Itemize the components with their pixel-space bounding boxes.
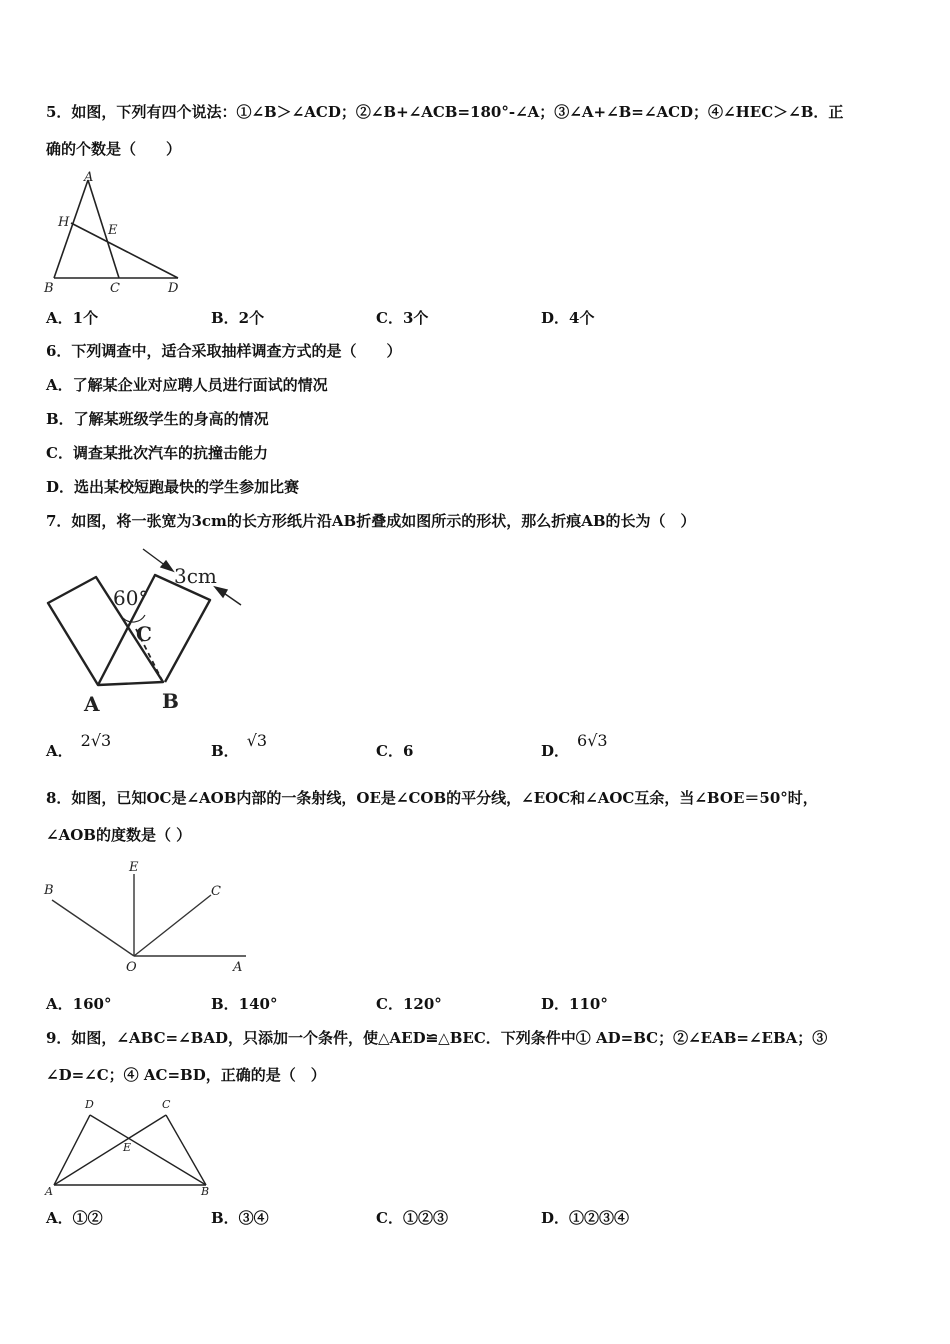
q9-stem-line1: 9．如图，∠ABC=∠BAD，只添加一个条件，使△AED≌△BEC．下列条件中① AD=BC；②∠EAB=∠EBA；③ <box>46 1029 828 1047</box>
q7-width-label: 3cm <box>174 564 217 588</box>
q8-option-a[interactable]: A．160° <box>46 995 112 1013</box>
q5-label-E: E <box>108 223 118 238</box>
q8-label-A: A <box>233 960 243 975</box>
q5-option-a[interactable]: A．1个 <box>46 309 99 327</box>
q6-option-a[interactable]: A．了解某企业对应聘人员进行面试的情况 <box>46 376 328 394</box>
q5-label-H: H <box>58 215 70 230</box>
q7-folded-paper-figure <box>40 545 255 720</box>
q9-label-C: C <box>162 1098 171 1111</box>
q7-stem: 7．如图，将一张宽为3cm的长方形纸片沿AB折叠成如图所示的形状，那么折痕AB的长为（ ） <box>46 512 696 530</box>
q9-option-a[interactable]: A．①② <box>46 1209 103 1227</box>
q9-label-E: E <box>123 1141 132 1154</box>
q7-label-A: A <box>84 692 100 716</box>
q7-option-b-letter: B． <box>211 742 239 760</box>
q9-quadrilateral-figure <box>40 1095 220 1201</box>
q6-stem: 6．下列调查中，适合采取抽样调查方式的是（ ） <box>46 342 402 360</box>
q9-label-D: D <box>85 1098 94 1111</box>
q8-stem-line1: 8．如图，已知OC是∠AOB内部的一条射线，OE是∠COB的平分线，∠EOC和∠AOC互余，当∠BOE＝50°时， <box>46 789 818 807</box>
q6-option-d[interactable]: D．选出某校短跑最快的学生参加比赛 <box>46 478 300 496</box>
q8-label-B: B <box>44 883 54 898</box>
q8-label-E: E <box>129 860 139 875</box>
q8-label-O: O <box>126 960 137 975</box>
q8-angle-figure <box>40 858 255 978</box>
q9-option-b[interactable]: B．③④ <box>211 1209 269 1227</box>
q7-option-c[interactable] <box>376 741 413 761</box>
q9-label-B: B <box>201 1185 210 1198</box>
q7-option-a-value: 2√3 <box>80 731 112 750</box>
q6-option-b[interactable]: B．了解某班级学生的身高的情况 <box>46 410 269 428</box>
q7-option-b-value: √3 <box>246 731 268 750</box>
q5-label-A: A <box>84 170 94 185</box>
q5-label-C: C <box>110 281 120 296</box>
q6-option-c[interactable]: C．调查某批次汽车的抗撞击能力 <box>46 444 268 462</box>
q7-option-c-letter: C．6 <box>376 742 414 760</box>
q8-option-d[interactable]: D．110° <box>541 995 608 1013</box>
q7-label-C: C <box>136 622 152 646</box>
q7-option-b[interactable] <box>211 731 268 761</box>
q8-option-c[interactable]: C．120° <box>376 995 442 1013</box>
q5-option-d[interactable]: D．4个 <box>541 309 595 327</box>
q5-label-B: B <box>44 281 54 296</box>
q9-label-A: A <box>45 1185 53 1198</box>
q5-label-D: D <box>168 281 179 296</box>
q5-stem-line2: 确的个数是（ ） <box>46 140 182 158</box>
q7-option-d-value: 6√3 <box>577 731 608 750</box>
q7-option-d-letter: D． <box>541 742 570 760</box>
q8-label-C: C <box>211 884 221 899</box>
q5-option-b[interactable]: B．2个 <box>211 309 265 327</box>
q7-option-d[interactable] <box>541 731 608 761</box>
q8-stem-line2: ∠AOB的度数是（ ） <box>46 826 192 844</box>
q7-option-a[interactable] <box>46 731 112 761</box>
q7-option-a-letter: A． <box>46 742 73 760</box>
q8-option-b[interactable]: B．140° <box>211 995 278 1013</box>
q7-label-B: B <box>162 689 179 713</box>
q9-option-c[interactable]: C．①②③ <box>376 1209 448 1227</box>
q9-option-d[interactable]: D．①②③④ <box>541 1209 630 1227</box>
q5-option-c[interactable]: C．3个 <box>376 309 429 327</box>
q7-angle-label: 60° <box>113 586 149 610</box>
q5-stem-line1: 5．如图，下列有四个说法：①∠B＞∠ACD；②∠B+∠ACB=180°-∠A；③∠A+∠B=∠ACD；④∠HEC＞∠B．正 <box>46 103 844 121</box>
q5-triangle-figure <box>40 170 190 296</box>
q9-stem-line2: ∠D=∠C；④ AC=BD，正确的是（ ） <box>46 1066 326 1084</box>
